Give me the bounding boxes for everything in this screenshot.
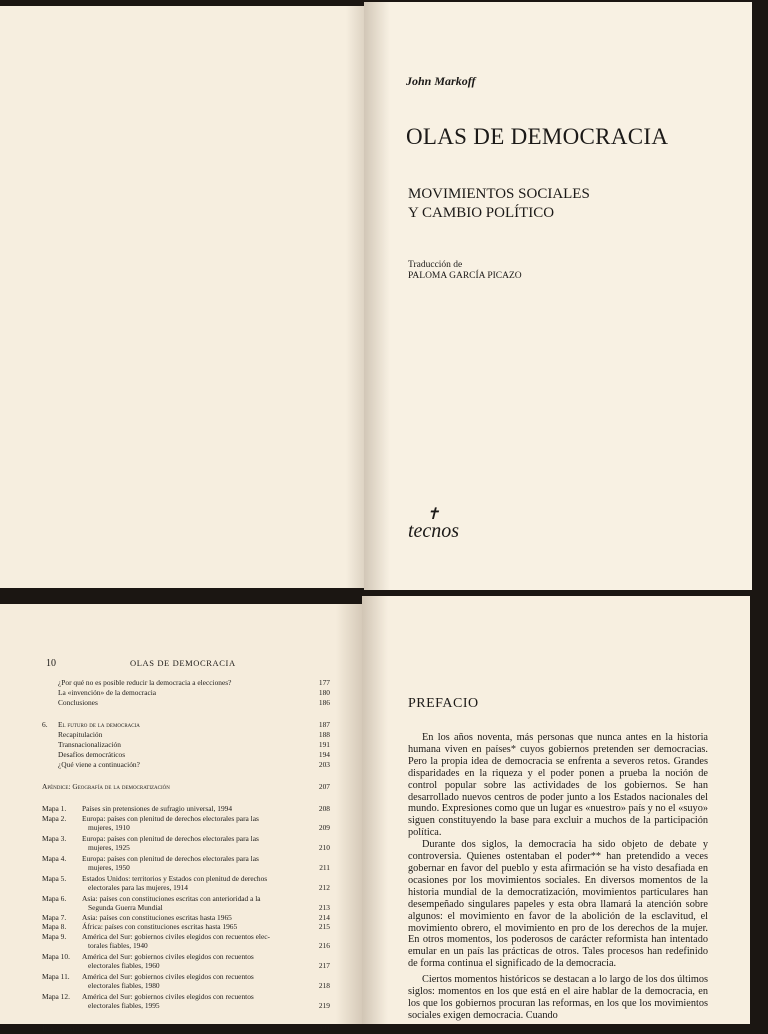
map-title-cont: mujeres, 1950	[88, 863, 130, 872]
toc-appendix-row	[42, 782, 332, 792]
toc-page-number: 219	[318, 1001, 330, 1010]
toc-entry: ¿Qué viene a continuación?	[58, 760, 140, 769]
map-row-cont	[42, 863, 332, 873]
toc-page-number: 177	[318, 678, 330, 687]
toc-page-number: 211	[319, 863, 330, 872]
toc-entry: Apéndice: Geografía de la democratización	[42, 782, 170, 791]
map-label: Mapa 6.	[42, 894, 67, 903]
toc-row	[42, 678, 332, 688]
toc-entry: Índice analítico	[42, 1024, 89, 1033]
toc-page-number: 217	[318, 961, 330, 970]
map-title-cont: mujeres, 1910	[88, 823, 130, 832]
publisher-mark-icon: ✝	[426, 506, 440, 523]
author-name: John Markoff	[406, 74, 476, 88]
paragraph: Ciertos momentos históricos se destacan a lo largo de los dos últimos siglos: momentos en los que está en el aire hablar de la democracia, en los que los gobiernos procuran las reformas, en los que los movimientos sociales exigen democracia. Cuando	[408, 974, 708, 1021]
toc-page-number: 188	[318, 730, 330, 739]
map-row-cont	[42, 1001, 332, 1011]
toc-page-number: 218	[318, 981, 330, 990]
toc-page-number: 213	[318, 903, 330, 912]
map-label: Mapa 1.	[42, 804, 67, 813]
map-label: Mapa 7.	[42, 913, 67, 922]
toc-page-number: 186	[318, 698, 330, 707]
map-title-cont: electorales fiables, 1980	[88, 981, 160, 990]
map-title: América del Sur: gobiernos civiles elegidos con recuentos	[82, 952, 254, 961]
map-label: Mapa 3.	[42, 834, 67, 843]
map-title: Europa: países con plenitud de derechos electorales para las	[82, 814, 259, 823]
toc-entry: Conclusiones	[58, 698, 98, 707]
publisher-logo	[408, 506, 460, 543]
page-number: 10	[46, 658, 56, 669]
map-title: Europa: países con plenitud de derechos electorales para las	[82, 854, 259, 863]
map-title-cont: electorales fiables, 1995	[88, 1001, 160, 1010]
map-label: Mapa 4.	[42, 854, 67, 863]
map-title-cont: electorales para las mujeres, 1914	[88, 883, 188, 892]
translation-label: Traducción de	[408, 260, 463, 270]
map-title: Europa: países con plenitud de derechos electorales para las	[82, 834, 259, 843]
map-row	[42, 922, 332, 932]
map-title-cont: Segunda Guerra Mundial	[88, 903, 163, 912]
toc-entry: El futuro de la democracia	[58, 720, 140, 729]
toc-row	[42, 740, 332, 750]
toc-page-number: 191	[318, 740, 330, 749]
preface-heading: PREFACIO	[408, 696, 479, 711]
map-title: Países sin pretensiones de sufragio universal, 1994	[82, 804, 233, 813]
map-row-cont	[42, 981, 332, 991]
subtitle-line: Y CAMBIO POLÍTICO	[408, 205, 555, 221]
toc-entry: Desafíos democráticos	[58, 750, 126, 759]
running-head: OLAS DE DEMOCRACIA	[130, 658, 236, 668]
map-row-cont	[42, 903, 332, 913]
map-title: Estados Unidos: territorios y Estados con plenitud de derechos	[82, 874, 268, 883]
preface-body	[408, 732, 708, 1022]
map-title: África: países con constituciones escritas hasta 1965	[82, 922, 238, 931]
preface-page	[362, 596, 750, 1024]
toc-row	[42, 688, 332, 698]
map-title: Asia: países con constituciones escritas hasta 1965	[82, 913, 232, 922]
toc-chapter-row	[42, 720, 332, 730]
map-label: Mapa 10.	[42, 952, 70, 961]
map-label: Mapa 9.	[42, 932, 67, 941]
toc-page-number: 214	[318, 913, 330, 922]
map-title: Asia: países con constituciones escritas con anterioridad a la	[82, 894, 261, 903]
toc-page-number: 212	[318, 883, 330, 892]
toc-entry: La «invención» de la democracia	[58, 688, 157, 697]
map-title-cont: mujeres, 1925	[88, 843, 130, 852]
toc-page-number: 203	[318, 760, 330, 769]
toc-row	[42, 750, 332, 760]
toc-page-number: 209	[318, 823, 330, 832]
blank-left-page	[0, 6, 372, 588]
toc-row	[42, 760, 332, 770]
map-label: Mapa 5.	[42, 874, 67, 883]
map-row-cont	[42, 941, 332, 951]
toc-index-row	[42, 1024, 332, 1034]
gutter-shadow	[362, 596, 388, 1024]
map-label: Mapa 11.	[42, 972, 70, 981]
map-title: América del Sur: gobiernos civiles elegidos con recuentos elec-	[82, 932, 270, 941]
map-row-cont	[42, 961, 332, 971]
contents-page	[0, 604, 362, 1033]
gutter-shadow	[364, 2, 390, 590]
toc-page-number: 221	[318, 1024, 330, 1033]
map-row-cont	[42, 843, 332, 853]
toc-entry: Transnacionalización	[58, 740, 121, 749]
publisher-name: tecnos	[408, 520, 460, 542]
chapter-number: 6.	[42, 720, 48, 729]
book-title: OLAS DE DEMOCRACIA	[406, 124, 669, 149]
map-title: América del Sur: gobiernos civiles elegidos con recuentos	[82, 992, 254, 1001]
map-title-cont: torales fiables, 1940	[88, 941, 148, 950]
paragraph: En los años noventa, más personas que nunca antes en la historia humana viven en países* cuyos gobiernos pretenden ser democracias. Pero la propia idea de democracia se enfrenta a severos retos. Grandes disparidades en la riqueza y el poder ponen a prueba la noción de control popular sobre las actividades de los gobiernos. Se han desarrollado nuevos centros de poder junto a los Estados nacionales del mundo. Expresiones como que un lugar es «nuestro» país y no el «suyo» siguen constituyendo la base para excluir a muchos de la participación política.	[408, 732, 708, 839]
title-page	[364, 2, 752, 590]
map-row-cont	[42, 823, 332, 833]
translator-name: PALOMA GARCÍA PICAZO	[408, 271, 522, 281]
map-row	[42, 804, 332, 814]
toc-page-number: 215	[318, 922, 330, 931]
paragraph: Durante dos siglos, la democracia ha sido objeto de debate y controversia. Quienes ostentaban el poder** han pretendido a veces gobernar en favor del pueblo y esta afirmación se ha visto desafiada en ocasiones por los movimientos sociales. En diversos momentos de la historia mundial de la democratización, movimientos particulares han desempeñado singulares papeles y esta obra llamará la atención sobre algunos: el movimiento en favor de la abolición de la esclavitud, el movimiento obrero, el movimiento en pro de los derechos de la mujer. En otros momentos, los poderosos de carácter reformista han intentado emular en un país las prácticas de otros. Tales procesos han redefinido de forma continua el significado de la democracia.	[408, 839, 708, 970]
toc-entry: Recapitulación	[58, 730, 103, 739]
toc-page-number: 187	[318, 720, 330, 729]
toc-row	[42, 730, 332, 740]
map-row-cont	[42, 883, 332, 893]
translation-credit	[408, 260, 522, 282]
subtitle-line: MOVIMIENTOS SOCIALES	[408, 186, 590, 202]
toc-page-number: 210	[318, 843, 330, 852]
map-title: América del Sur: gobiernos civiles elegidos con recuentos	[82, 972, 254, 981]
map-label: Mapa 12.	[42, 992, 70, 1001]
toc-page-number: 194	[318, 750, 330, 759]
map-label: Mapa 2.	[42, 814, 67, 823]
map-label: Mapa 8.	[42, 922, 67, 931]
toc-page-number: 216	[318, 941, 330, 950]
book-subtitle	[408, 185, 590, 223]
toc-page-number: 207	[318, 782, 330, 791]
toc-page-number: 180	[318, 688, 330, 697]
toc-entry: ¿Por qué no es posible reducir la democracia a elecciones?	[58, 678, 232, 687]
map-title-cont: electorales fiables, 1960	[88, 961, 160, 970]
gutter-shadow	[336, 604, 362, 1024]
toc-row	[42, 698, 332, 708]
toc-page-number: 208	[318, 804, 330, 813]
